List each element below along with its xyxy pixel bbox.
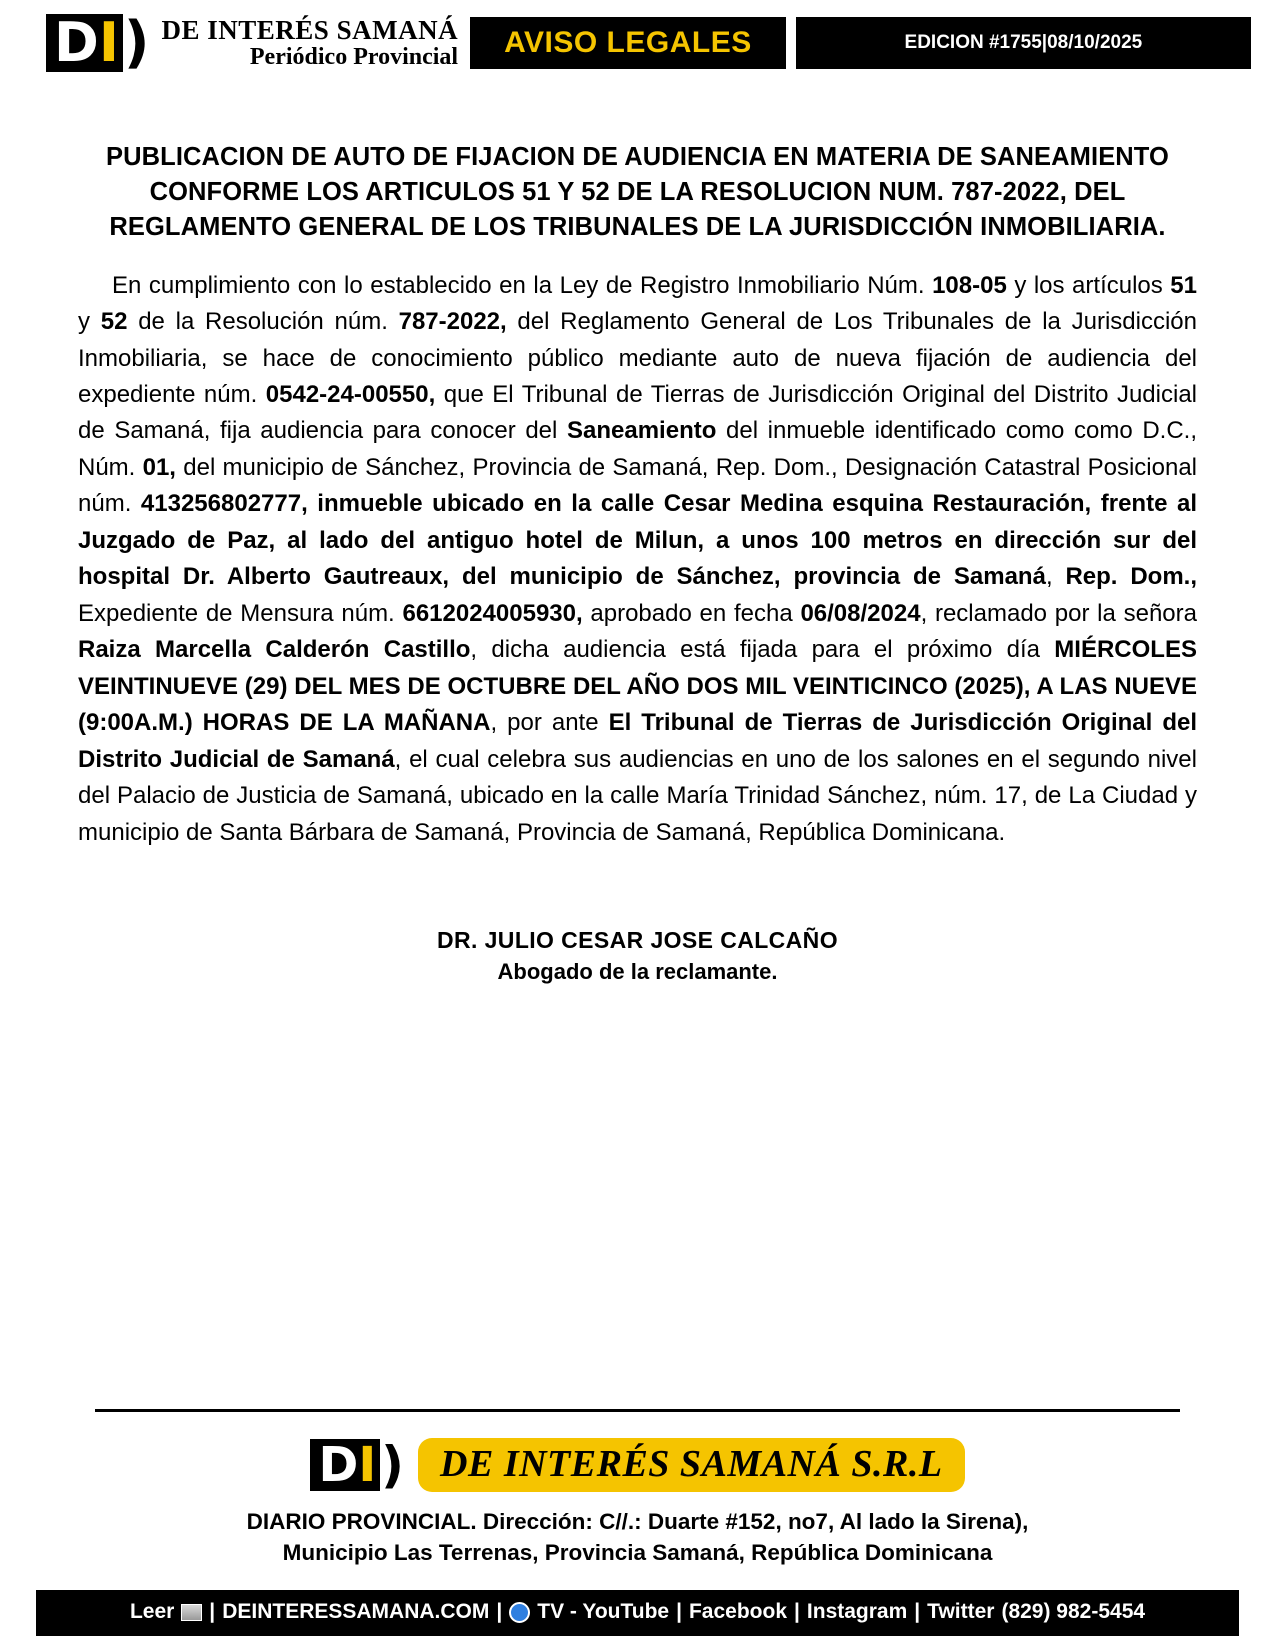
body-emphasis: 52 — [100, 308, 128, 336]
website-link[interactable]: DEINTERESSAMANA.COM — [222, 1600, 490, 1623]
newspaper-icon — [181, 1604, 202, 1621]
body-emphasis: 787-2022, — [398, 308, 507, 336]
body-text: Expediente de Mensura núm. — [78, 599, 403, 627]
leer-label: Leer — [129, 1600, 175, 1623]
di-logo-icon-footer: D I ) — [310, 1439, 402, 1491]
page-header — [0, 0, 1275, 82]
body-emphasis: 413256802777, inmueble ubicado en la calle Cesar Medina esquina Restauración, frente al Juzgado de Paz, al lado del antiguo hotel de Milun, a unos 100 metros en dirección sur del hospital Dr. Alberto Gautreaux, del municipio de Sánchez, provincia de Samaná — [78, 490, 1197, 591]
brand-text — [162, 16, 459, 70]
body-emphasis: 0542-24-00550, — [265, 380, 436, 408]
body-text: , por ante — [490, 709, 609, 737]
separator: | — [914, 1600, 921, 1623]
body-text: , reclamado por la señora — [920, 599, 1197, 627]
body-text: , el cual celebra sus audiencias en uno de los salones en el segundo nivel del Palacio de Justicia de Samaná, ubicado en la calle María Trinidad Sánchez, núm. 17, de La Ciudad y municipio de Santa Bárbara de Samaná, Provincia de Samaná, República Dominicana. — [78, 745, 1197, 846]
footer-contact-bar — [36, 1590, 1239, 1636]
body-emphasis: Rep. Dom., — [1065, 563, 1198, 591]
body-text: y — [78, 308, 101, 336]
body-text: del municipio de Sánchez, Provincia de Samaná, Rep. Dom., Designación Catastral Posicional núm. — [78, 453, 1197, 518]
twitter-link[interactable]: Twitter — [927, 1600, 995, 1623]
document-body — [78, 268, 1197, 852]
body-emphasis: Raiza Marcella Calderón Castillo — [78, 636, 471, 664]
body-emphasis: 51 — [1170, 271, 1197, 299]
footer-address-line2: Municipio Las Terrenas, Provincia Samaná, República Dominicana — [282, 1539, 993, 1565]
di-logo-icon: D I ) — [46, 14, 148, 72]
instagram-link[interactable]: Instagram — [806, 1600, 908, 1623]
footer-logo-row — [0, 1435, 1275, 1494]
signature-block — [78, 927, 1197, 985]
brand-name: DE INTERÉS SAMANÁ — [161, 15, 459, 46]
body-emphasis: 108-05 — [932, 271, 1007, 299]
youtube-link[interactable]: TV - YouTube — [537, 1600, 670, 1623]
facebook-link[interactable]: Facebook — [688, 1600, 788, 1623]
phone-number[interactable]: (829) 982-5454 — [1001, 1600, 1146, 1623]
brand-tagline: Periódico Provincial — [249, 43, 459, 70]
footer-divider — [95, 1409, 1180, 1412]
signature-role: Abogado de la reclamante. — [497, 959, 778, 985]
body-text: que El Tribunal de Tierras de Jurisdicción Original del Distrito Judicial de Samaná, fija audiencia para conocer del — [78, 380, 1198, 445]
body-emphasis: 6612024005930, — [402, 599, 583, 627]
separator: | — [676, 1600, 682, 1623]
signature-name: DR. JULIO CESAR JOSE CALCAÑO — [437, 927, 838, 954]
body-text: del Reglamento General de Los Tribunales de la Jurisdicción Inmobiliaria, se hace de conocimiento público mediante auto de nueva fijación de audiencia del expediente núm. — [78, 308, 1197, 408]
company-name: DE INTERÉS SAMANÁ S.R.L — [418, 1438, 965, 1492]
body-emphasis: 01, — [142, 453, 176, 481]
footer-address — [60, 1506, 1215, 1568]
footer-address-line1: DIARIO PROVINCIAL. Dirección: C//.: Duarte #152, no7, Al lado la Sirena), — [246, 1508, 1029, 1534]
page-title: PUBLICACION DE AUTO DE FIJACION DE AUDIENCIA EN MATERIA DE SANEAMIENTO CONFORME LOS ARTICULOS 51 Y 52 DE LA RESOLUCION NUM. 787-2022, DEL REGLAMENTO GENERAL DE LOS TRIBUNALES DE LA JURISDICCIÓN INMOBILIARIA. — [106, 143, 1169, 242]
body-text: de la Resolución núm. — [127, 308, 399, 336]
separator: | — [209, 1600, 216, 1623]
body-emphasis: 06/08/2024 — [800, 599, 921, 627]
body-text: , — [1045, 563, 1066, 591]
body-text: aprobado en fecha — [582, 599, 801, 627]
body-text: En cumplimiento con lo establecido en la Ley de Registro Inmobiliario Núm. — [112, 271, 933, 299]
body-emphasis: MIÉRCOLES VEINTINUEVE (29) DEL MES DE OCTUBRE DEL AÑO DOS MIL VEINTICINCO (2025), A LAS NUEVE (9:00A.M.) HORAS DE LA MAÑANA — [78, 636, 1197, 737]
body-text: y los artículos — [1006, 271, 1171, 299]
document-content — [0, 140, 1275, 985]
body-text: del inmueble identificado como como D.C., Núm. — [78, 417, 1198, 481]
aviso-legales-badge: AVISO LEGALES — [470, 17, 786, 69]
edition-badge: EDICION #1755|08/10/2025 — [796, 17, 1251, 69]
separator: | — [496, 1600, 503, 1623]
page-footer — [0, 1409, 1275, 1650]
separator: | — [794, 1600, 800, 1623]
body-emphasis: Saneamiento — [567, 417, 717, 445]
brand-block — [46, 10, 459, 75]
body-text: , dicha audiencia está fijada para el próximo día — [470, 636, 1055, 664]
body-emphasis: El Tribunal de Tierras de Jurisdicción Original del Distrito Judicial de Samaná — [78, 709, 1197, 773]
tv-icon — [509, 1602, 530, 1623]
